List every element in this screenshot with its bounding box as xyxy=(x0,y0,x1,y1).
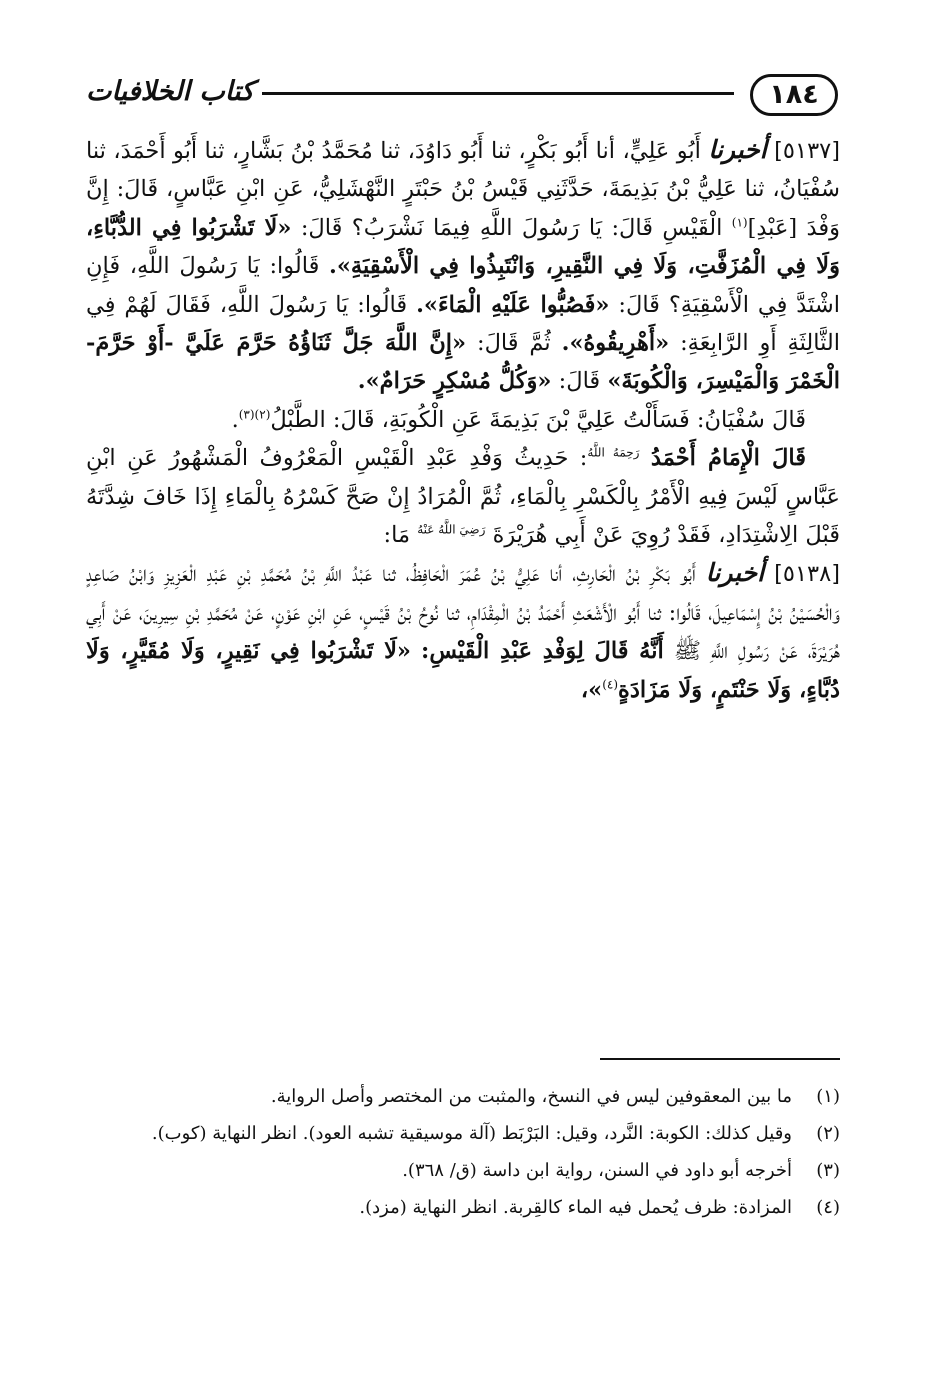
page-number: ١٨٤ xyxy=(750,74,838,116)
imam-lead: قَالَ الْإِمَامُ أَحْمَدُ xyxy=(650,445,807,472)
footnote-text: المزادة: ظرف يُحمل فيه الماء كالقِربة. انظر النهاية (مزد). xyxy=(359,1197,792,1218)
footnote xyxy=(86,1080,840,1113)
narration-text: قَالُوا: يَا رَسُولَ اللَّهِ، فَإِنِ اشْتَدَّ فِي الْأَسْقِيَةِ؟ قَالَ: xyxy=(86,253,841,318)
akhbarana-keyword: أخبرنا xyxy=(708,135,767,164)
prophetic-quote: «أَهْرِيقُوهُ». xyxy=(561,330,670,357)
footnote xyxy=(86,1191,840,1224)
footnote xyxy=(86,1154,840,1187)
footnote-number: (٣) xyxy=(816,1160,840,1181)
narration-text: قَالُوا: يَا رَسُولَ اللَّهِ، فَقَالَ لَهُمْ فِي الثَّالِثَةِ أَوِ الرَّابِعَةِ: xyxy=(86,291,841,357)
salawat: ﷺ xyxy=(673,638,701,665)
comment-text: : حَدِيثُ وَفْدِ عَبْدِ الْقَيْسِ الْمَعْرُوفُ الْمَشْهُورُ عَنِ ابْنِ عَبَّاسٍ لَيْسَ فِيهِ الْأَمْرُ بِالْكَسْرِ بِالْمَاءِ، ثُمَّ الْمُرَادُ إِنْ صَحَّ كَسْرُهُ بِالْمَاءِ إِذَا خَافَ شِدَّتَهُ قَبْلَ الِاشْتِدَادِ، فَقَدْ رُوِيَ عَنْ أَبِي هُرَيْرَةَ xyxy=(86,445,840,549)
narration-text: ثُمَّ قَالَ: xyxy=(476,330,551,357)
akhbarana-keyword: أخبرنا xyxy=(705,558,765,588)
footnote-text: ما بين المعقوفين ليس في النسخ، والمثبت من المختصر وأصل الرواية. xyxy=(270,1086,792,1107)
sufyan-comment: قَالَ سُفْيَانُ: فَسَأَلْتُ عَلِيَّ بْنَ بَذِيمَةَ عَنِ الْكُوبَةِ، قَالَ: الطَّبْلُ$^{(٢)(٣)}$. xyxy=(231,406,806,433)
footnote xyxy=(86,1117,840,1150)
page-header xyxy=(86,68,838,118)
hadith-5137 xyxy=(86,131,840,401)
comment-text: قَالَ سُفْيَانُ: فَسَأَلْتُ عَلِيَّ بْنَ بَذِيمَةَ عَنِ الْكُوبَةِ، قَالَ: الطَّبْلُ xyxy=(270,406,806,433)
narration-text: أَنَّهُ قَالَ لِوَفْدِ عَبْدِ الْقَيْسِ: xyxy=(421,638,664,665)
honorific: رَضِيَ اللَّهُ عَنْهُ xyxy=(417,522,486,537)
footnote-text: وقيل كذلك: الكوبة: النَّرد، وقيل: البَرْبَط (آلة موسيقية تشبه العود). انظر النهاية (كوب). xyxy=(151,1123,792,1144)
quote-close: »، xyxy=(580,676,603,703)
prophetic-quote: «إِنَّ اللَّهَ جَلَّ ثَنَاؤُهُ حَرَّمَ عَلَيَّ -أَوْ حَرَّمَ- الْخَمْرَ وَالْمَيْسِرَ، وَالْكُوبَةَ» xyxy=(86,330,840,395)
hadith-ref: [٥١٣٧] xyxy=(774,138,841,164)
prophetic-quote: «وَكُلُّ مُسْكِرٍ حَرَامٌ». xyxy=(357,368,552,395)
footnote-divider xyxy=(600,1058,840,1060)
prophetic-quote: «لَا تَشْرَبُوا فِي الدُّبَّاءِ، وَلَا فِي الْمُزَفَّتِ، وَلَا فِي النَّقِيرِ، وَانْتَبِذُوا فِي الْأَسْقِيَةِ». xyxy=(86,214,840,280)
book-title: كتاب الخلافيات xyxy=(85,76,254,107)
comment-end: مَا: xyxy=(383,522,411,549)
narration-text: الْقَيْسِ قَالَ: يَا رَسُولَ اللَّهِ فِيمَا نَشْرَبُ؟ قَالَ: xyxy=(300,214,723,241)
footnote-ref-2-3: (٢)(٣) xyxy=(238,407,271,422)
footnote-ref-1: (١) xyxy=(731,215,748,230)
footnote-ref-4: (٤) xyxy=(602,677,619,692)
honorific: رَحِمَهُ اللَّهُ xyxy=(587,445,640,460)
footnotes xyxy=(86,1080,840,1228)
hadith-ref: [٥١٣٨] xyxy=(774,561,840,588)
prophetic-quote: «فَصُبُّوا عَلَيْهِ الْمَاءَ». xyxy=(416,291,610,318)
main-text xyxy=(86,131,840,709)
header-divider xyxy=(262,92,734,95)
imam-ahmad-comment xyxy=(86,439,840,554)
isnad-text: أَبُو بَكْرِ بْنُ الْحَارِثِ، أنا عَلِيُّ بْنُ عُمَرَ الْحَافِظُ، ثنا عَبْدُ اللَّهِ بْنُ مُحَمَّدِ بْنِ عَبْدِ الْعَزِيزِ وَابْنُ صَاعِدٍ وَالْحُسَيْنُ بْنُ إِسْمَاعِيلَ، قَالُوا: ثنا أَبُو الْأَشْعَثِ أَحْمَدُ بْنُ الْمِقْدَامِ، ثنا نُوحُ بْنُ قَيْسٍ، عَنِ ابْنِ عَوْنٍ، عَنْ مُحَمَّدِ بْنِ سِيرِينَ، عَنْ أَبِي هُرَيْرَةَ، عَنْ رَسُولِ اللَّهِ xyxy=(86,561,841,665)
footnote-number: (١) xyxy=(816,1086,840,1107)
isnad-text: أَبُو عَلِيٍّ، أنا أَبُو بَكْرٍ، ثنا أَبُو دَاوُدَ، ثنا مُحَمَّدُ بْنُ بَشَّارٍ، ثنا أَبُو أَحْمَدَ، ثنا سُفْيَانُ، ثنا عَلِيُّ بْنُ بَذِيمَةَ، حَدَّثَنِي قَيْسُ بْنُ حَبْتَرٍ النَّهْشَلِيُّ، عَنِ ابْنِ عَبَّاسٍ، قَالَ: إِنَّ وَفْدَ [عَبْدِ] xyxy=(86,138,840,241)
prophetic-quote: «لَا تَشْرَبُوا فِي نَقِيرٍ، وَلَا مُقَيَّرٍ، وَلَا دُبَّاءٍ، وَلَا حَنْتَمٍ، وَلَا مَزَادَةٍ xyxy=(86,638,840,703)
hadith-5138 xyxy=(86,554,840,709)
footnote-text: أخرجه أبو داود في السنن، رواية ابن داسة (ق/ ٣٦٨). xyxy=(402,1160,792,1181)
footnote-number: (٤) xyxy=(816,1197,840,1218)
narration-text: قَالَ: xyxy=(558,368,601,395)
footnote-number: (٢) xyxy=(816,1123,840,1144)
